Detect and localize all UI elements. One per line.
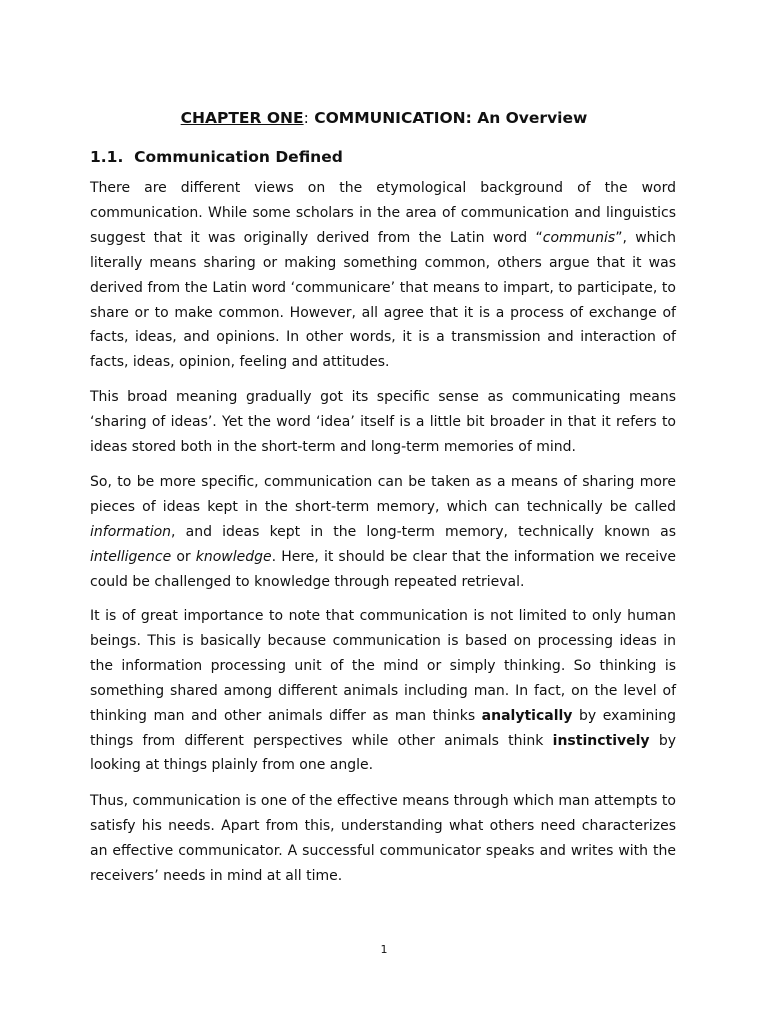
chapter-label: CHAPTER ONE bbox=[180, 109, 304, 127]
section-title: Communication Defined bbox=[134, 148, 343, 166]
paragraph-text: Thus, communication is one of the effective means through which man attempts to satisfy his needs. Apart from this, understanding what others need characterizes an effective communicator. A successful communicator speaks and writes with the receivers’ needs in mind at all time. bbox=[90, 793, 676, 884]
bold-analytically: analytically bbox=[481, 707, 573, 724]
emphasis-information: information bbox=[90, 523, 172, 540]
paragraph-text: or bbox=[171, 548, 196, 565]
chapter-title bbox=[0, 108, 768, 128]
paragraph-text: So, to be more specific, communication can be taken as a means of sharing more pieces of ideas kept in the short-term memory, which can technically be called bbox=[90, 474, 676, 515]
paragraph-4 bbox=[90, 604, 676, 778]
emphasis-communis: communis bbox=[542, 229, 616, 246]
bold-instinctively: instinctively bbox=[552, 732, 650, 749]
paragraph-2 bbox=[90, 385, 676, 460]
paragraph-text: This broad meaning gradually got its specific sense as communicating means ‘sharing of ideas’. Yet the word ‘idea’ itself is a little bit broader in that it refers to ideas stored both in the short-term and long-term memories of mind. bbox=[90, 389, 676, 455]
paragraph-text: , and ideas kept in the long-term memory, technically known as bbox=[171, 523, 676, 540]
paragraph-text: . Here, it should be clear that the information we receive could be challenged to knowledge through repeated retrieval. bbox=[90, 548, 676, 590]
section-heading bbox=[90, 147, 343, 167]
paragraph-1 bbox=[90, 176, 676, 375]
paragraph-text: by examining things from different perspectives while other animals think bbox=[90, 707, 676, 749]
paragraph-text: There are different views on the etymological background of the word communication. While some scholars in the area of communication and linguistics suggest that it was originally derived from the Latin word “ bbox=[90, 180, 676, 246]
paragraph-3 bbox=[90, 470, 676, 595]
emphasis-intelligence: intelligence bbox=[90, 548, 172, 565]
paragraph-text: ”, which literally means sharing or making something common, others argue that it was derived from the Latin word ‘communicare’ that means to impart, to participate, to share or to make common. However, all agree that it is a process of exchange of facts, ideas, and opinions. In other words, it is a transmission and interaction of facts, ideas, opinion, feeling and attitudes. bbox=[90, 229, 677, 371]
paragraph-5 bbox=[90, 789, 676, 889]
page-number: 1 bbox=[380, 943, 388, 956]
chapter-separator: : bbox=[303, 109, 309, 127]
paragraph-text: by looking at things plainly from one angle. bbox=[90, 732, 676, 774]
chapter-subtitle: COMMUNICATION: An Overview bbox=[308, 109, 588, 127]
section-number: 1.1. bbox=[90, 148, 124, 166]
emphasis-knowledge: knowledge bbox=[195, 548, 272, 565]
paragraph-text: It is of great importance to note that communication is not limited to only human beings. This is basically because communication is based on processing ideas in the information processing unit of the mind or simply thinking. So thinking is something shared among different animals including man. In fact, on the level of thinking man and other animals differ as man thinks bbox=[90, 608, 676, 724]
